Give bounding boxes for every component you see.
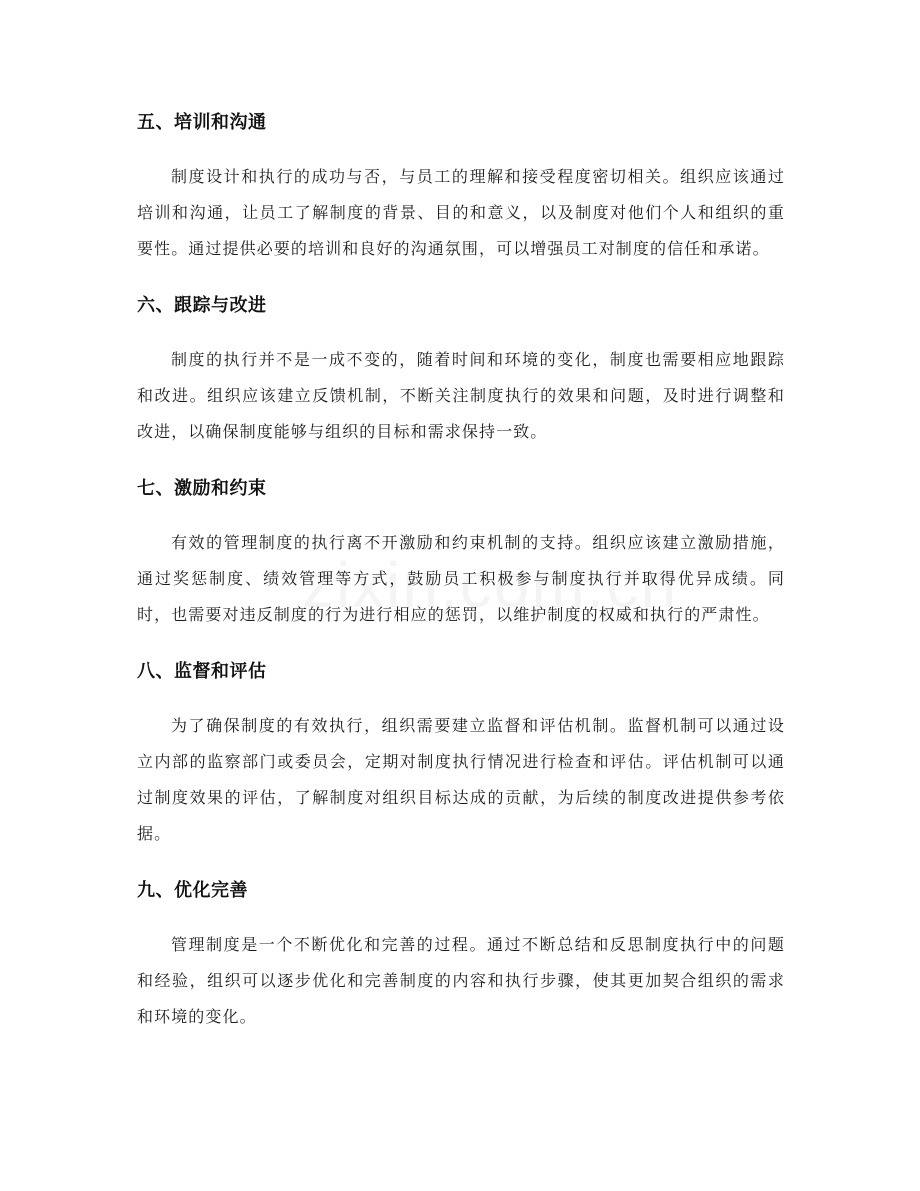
section-optimization [137, 874, 785, 1035]
section-incentive-constraint [137, 472, 785, 633]
section-heading: 五、培训和沟通 [137, 112, 267, 133]
section-paragraph: 管理制度是一个不断优化和完善的过程。通过不断总结和反思制度执行中的问题和经验，组织可以逐步优化和完善制度的内容和执行步骤，使其更加契合组织的需求和环境的变化。 [137, 935, 785, 1026]
section-heading: 八、监督和评估 [137, 661, 267, 682]
section-heading: 七、激励和约束 [137, 478, 267, 499]
section-paragraph: 制度设计和执行的成功与否，与员工的理解和接受程度密切相关。组织应该通过培训和沟通，让员工了解制度的背景、目的和意义，以及制度对他们个人和组织的重要性。通过提供必要的培训和良好的沟通氛围，可以增强员工对制度的信任和承诺。 [137, 167, 785, 258]
document-content [137, 106, 785, 1057]
section-paragraph: 有效的管理制度的执行离不开激励和约束机制的支持。组织应该建立激励措施，通过奖惩制度、绩效管理等方式，鼓励员工积极参与制度执行并取得优异成绩。同时，也需要对违反制度的行为进行相应的惩罚，以维护制度的权威和执行的严肃性。 [137, 533, 785, 624]
section-tracking-improvement [137, 289, 785, 450]
section-supervision-evaluation [137, 655, 785, 852]
section-heading: 六、跟踪与改进 [137, 295, 267, 316]
section-training-communication [137, 106, 785, 267]
section-heading: 九、优化完善 [137, 880, 248, 901]
section-paragraph: 为了确保制度的有效执行，组织需要建立监督和评估机制。监督机制可以通过设立内部的监察部门或委员会，定期对制度执行情况进行检查和评估。评估机制可以通过制度效果的评估，了解制度对组织目标达成的贡献，为后续的制度改进提供参考依据。 [137, 716, 785, 843]
section-paragraph: 制度的执行并不是一成不变的，随着时间和环境的变化，制度也需要相应地跟踪和改进。组织应该建立反馈机制，不断关注制度执行的效果和问题，及时进行调整和改进，以确保制度能够与组织的目标和需求保持一致。 [137, 350, 785, 441]
